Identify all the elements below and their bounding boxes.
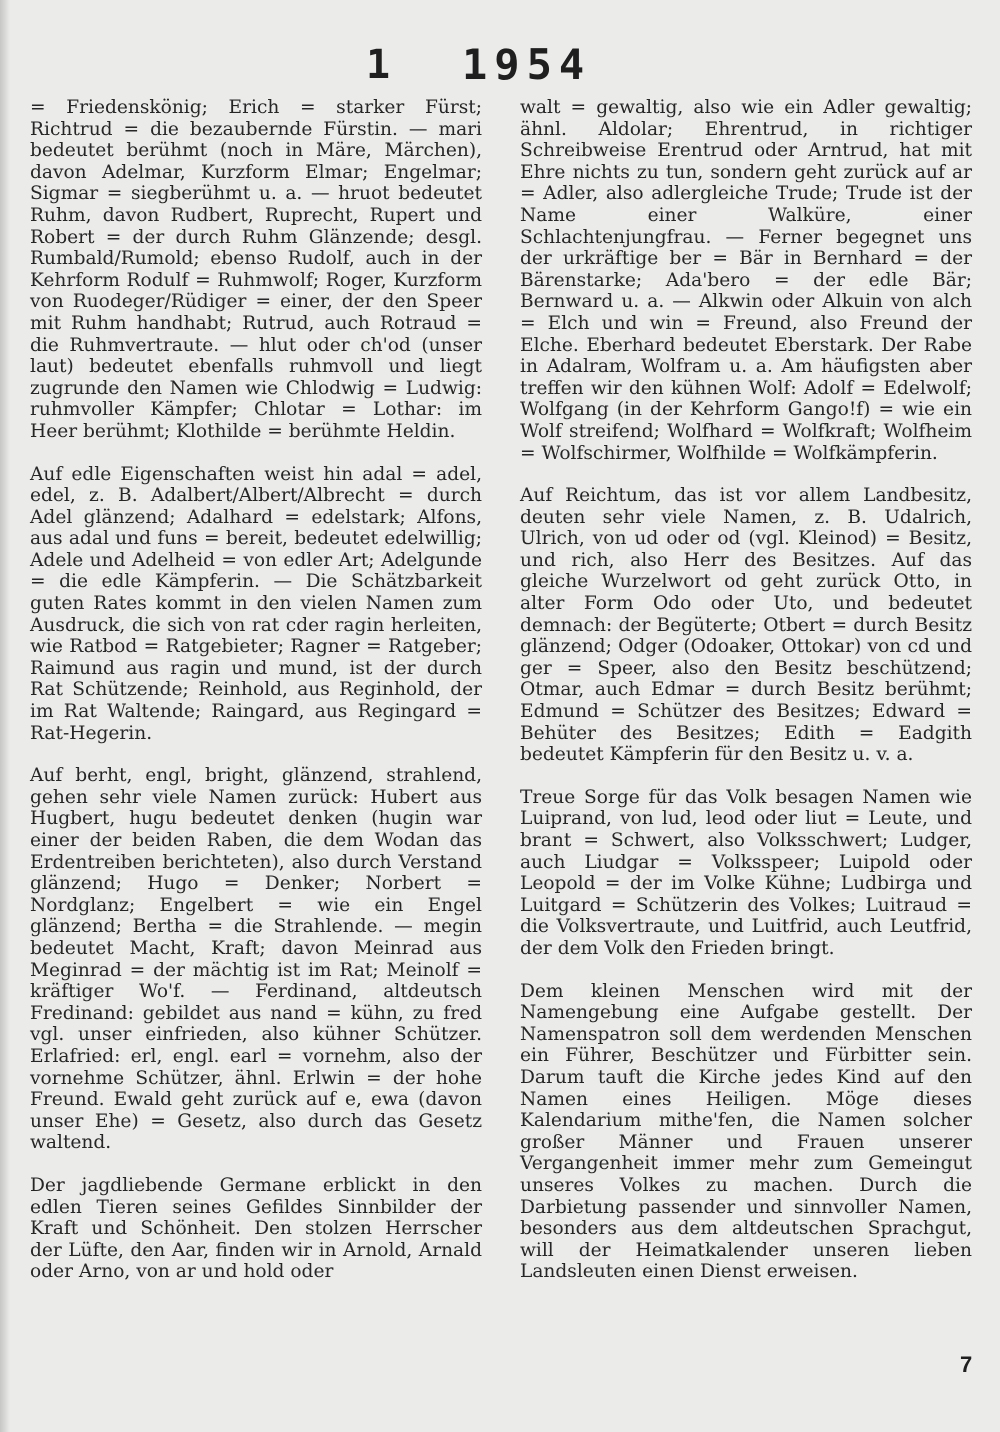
left-column	[30, 97, 482, 1283]
left-paragraph-3: Auf berht, engl, bright, glänzend, strahlend, gehen sehr viele Namen zurück: Hubert aus Hugbert, hugu bedeutet denken (hugin war einer der beiden Raben, die dem Wodan das Erdentreiben berichteten), also durch Verstand glänzend; Hugo = Denker; Norbert = Nordglanz; Engelbert = wie ein Engel glänzend; Bertha = die Strahlende. — megin bedeutet Macht, Kraft; davon Meinrad aus Meginrad = der mächtig ist im Rat; Meinolf = kräftiger Wo'f. — Ferdinand, altdeutsch Fredinand: gebildet aus nand = kühn, zu fred vgl. unser einfrieden, also kühner Schützer. Erlafried: erl, engl. earl = vornehm, also der vornehme Schützer, ähnl. Erlwin = der hohe Freund. Ewald geht zurück auf e, ewa (davon unser Ehe) = Gesetz, also durch das Gesetz waltend.	[30, 765, 482, 1154]
page-header	[0, 36, 1000, 96]
header-year: 1954	[462, 40, 592, 89]
left-paragraph-4: Der jagdliebende Germane erblickt in den edlen Tieren seines Gefildes Sinnbilder der Kraft und Schönheit. Den stolzen Herrscher der Lüfte, den Aar, finden wir in Arnold, Arnald oder Arno, von ar und hold oder	[30, 1174, 482, 1283]
left-paragraph-1: = Friedenskönig; Erich = starker Fürst; Richtrud = die bezaubernde Fürstin. — mari bedeutet berühmt (noch in Märe, Märchen), davon Adelmar, Kurzform Elmar; Engelmar; Sigmar = siegberühmt u. a. — hruot bedeutet Ruhm, davon Rudbert, Ruprecht, Rupert und Robert = der durch Ruhm Glänzende; desgl. Rumbald/Rumold; ebenso Rudolf, auch in der Kehrform Rodulf = Ruhmwolf; Roger, Kurzform von Ruodeger/Rüdiger = einer, der den Speer mit Ruhm handhabt; Rutrud, auch Rotraud = die Ruhmvertraute. — hlut oder ch'od (unser laut) bedeutet ebenfalls ruhmvoll und liegt zugrunde den Namen wie Chlodwig = Ludwig: ruhmvoller Kämpfer; Chlotar = Lothar: im Heer berühmt; Klothilde = berühmte Heldin.	[30, 97, 482, 442]
header-number: 1	[366, 42, 391, 88]
right-column	[520, 97, 972, 1283]
right-paragraph-1: walt = gewaltig, also wie ein Adler gewaltig; ähnl. Aldolar; Ehrentrud, in richtiger Schreibweise Erentrud oder Arntrud, hat mit Ehre nichts zu tun, sondern geht zurück auf ar = Adler, also adlergleiche Trude; Trude ist der Name einer Walküre, einer Schlachtenjungfrau. — Ferner begegnet uns der urkräftige ber = Bär in Bernhard = der Bärenstarke; Ada'bero = der edle Bär; Bernward u. a. — Alkwin oder Alkuin von alch = Elch und win = Freund, also Freund der Elche. Eberhard bedeutet Eberstark. Der Rabe in Adalram, Wolfram u. a. Am häufigsten aber treffen wir den kühnen Wolf: Adolf = Edelwolf; Wolfgang (in der Kehrform Gango!f) = wie ein Wolf streifend; Wolfhard = Wolfkraft; Wolfheim = Wolfschirmer, Wolfhilde = Wolfkämpferin.	[520, 97, 972, 464]
page-number: 7	[960, 1352, 973, 1377]
right-paragraph-3: Treue Sorge für das Volk besagen Namen wie Luiprand, von lud, leod oder liut = Leute, und brant = Schwert, also Volksschwert; Ludger, auch Liudgar = Volksspeer; Luipold oder Leopold = der im Volke Kühne; Ludbirga und Luitgard = Schützerin des Volkes; Luitraud = die Volksvertraute, und Luitfrid, auch Leutfrid, der dem Volk den Frieden bringt.	[520, 786, 972, 959]
left-paragraph-2: Auf edle Eigenschaften weist hin adal = adel, edel, z. B. Adalbert/Albert/Albrecht = durch Adel glänzend; Adalhard = edelstark; Alfons, aus adal und funs = bereit, bedeutet edelwillig; Adele und Adelheid = von edler Art; Adelgunde = die edle Kämpferin. — Die Schätzbarkeit guten Rates kommt in den vielen Namen zum Ausdruck, die sich von rat cder ragin herleiten, wie Ratbod = Ratgebieter; Ragner = Ratgeber; Raimund aus ragin und mund, ist der durch Rat Schützende; Reinhold, aus Reginhold, der im Rat Waltende; Raingard, aus Regingard = Rat-Hegerin.	[30, 463, 482, 744]
right-paragraph-4: Dem kleinen Menschen wird mit der Namengebung eine Aufgabe gestellt. Der Namenspatron soll dem werdenden Menschen ein Führer, Beschützer und Fürbitter sein. Darum tauft die Kirche jedes Kind auf den Namen eines Heiligen. Möge dieses Kalendarium mithe'fen, die Namen solcher großer Männer und Frauen unserer Vergangenheit immer mehr zum Gemeingut unseres Volkes zu machen. Durch die Darbietung passender und sinnvoller Namen, besonders aus dem altdeutschen Sprachgut, will der Heimatkalender unseren lieben Landsleuten einen Dienst erweisen.	[520, 980, 972, 1283]
right-paragraph-2: Auf Reichtum, das ist vor allem Landbesitz, deuten sehr viele Namen, z. B. Udalrich, Ulrich, von ud oder od (vgl. Kleinod) = Besitz, und rich, also Herr des Besitzes. Auf das gleiche Wurzelwort od geht zurück Otto, in alter Form Odo oder Uto, und bedeutet demnach: der Begüterte; Otbert = durch Besitz glänzend; Odger (Odoaker, Ottokar) von cd und ger = Speer, also den Besitz beschützend; Otmar, auch Edmar = durch Besitz berühmt; Edmund = Schützer des Besitzes; Edward = Behüter des Besitzes; Edith = Eadgith bedeutet Kämpferin für den Besitz u. v. a.	[520, 485, 972, 766]
page-edge-shadow	[0, 0, 10, 1432]
